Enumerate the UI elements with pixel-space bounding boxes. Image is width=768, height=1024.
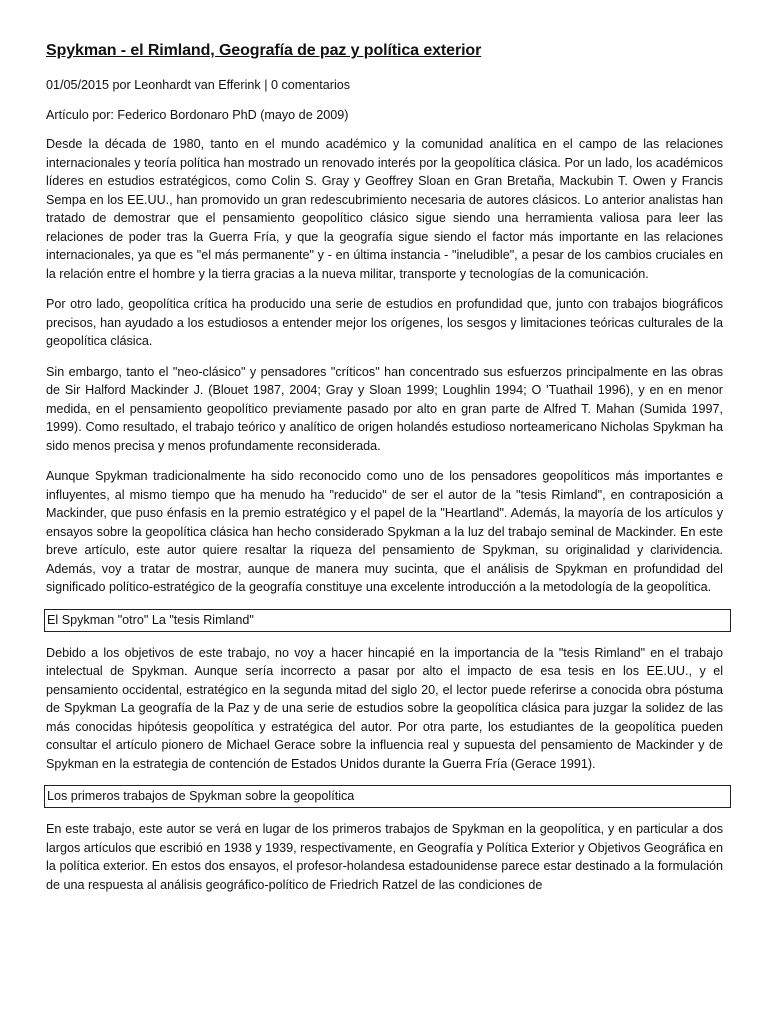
section-1-paragraph: Debido a los objetivos de este trabajo, no voy a hacer hincapié en la importancia de la "tesis Rimland" en el trabajo intelectual de Spykman. Aunque sería incorrecto a pasar por alto el impacto de esa tesis en los EE.UU., y el pensamiento occidental, estratégico en la segunda mitad del siglo 20, el lector puede referirse a conocida obra póstuma de Spykman La geografía de la Paz y de una serie de estudios sobre la geopolítica clásica para juzgar la solidez de las más conocidas hipótesis geopolítica y estratégica del autor. Por otra parte, los estudiantes de la geopolítica pueden consultar el artículo pionero de Michael Gerace sobre la influencia real y supuesta del pensamiento de Mackinder y de Spykman en la estrategia de contención de Estados Unidos durante la Guerra Fría (Gerace 1991).: [46, 645, 723, 771]
paragraph-2: Por otro lado, geopolítica crítica ha producido una serie de estudios en profundidad que, junto con trabajos biográficos precisos, han ayudado a los estudiosos a entender mejor los orígenes, los sesgos y limitaciones teóricas culturales de la geopolítica clásica.: [46, 297, 723, 348]
paragraph-4: Aunque Spykman tradicionalmente ha sido reconocido como uno de los pensadores geopolíticos más importantes e influyentes, al mismo tiempo que ha menudo ha "reducido" de ser el autor de la "tesis Rimland", en contraposición a Mackinder, que puso énfasis en la premio estratégico y el papel de la "Heartland". Además, la mayoría de los artículos y ensayos sobre la geopolítica clásica han hecho considerado Spykman a la luz del trabajo seminal de Mackinder. En este breve artículo, este autor quiere resaltar la riqueza del pensamiento de Spykman, su originalidad y clarividencia. Además, voy a tratar de mostrar, aunque de manera muy sucinta, que el análisis de Spykman en profundidad del significado político-estratégico de la geografía constituye una excelente introducción a la metodología de la geopolítica.: [46, 469, 723, 594]
document-page: [46, 40, 723, 906]
paragraph-1: Desde la década de 1980, tanto en el mundo académico y la comunidad analítica en el campo de las relaciones internacionales y teoría política han mostrado un renovado interés por la geopolítica clásica. Por un lado, los académicos líderes en estudios estratégicos, como Colin S. Gray y Geoffrey Sloan en Gran Bretaña, Mackubin T. Owen y Francis Sempa en los EE.UU., han promovido un gran redescubrimiento necesaria de autores clásicos. Lo anterior analistas han tratado de demostrar que el pensamiento geopolítico clásico sigue siendo una herramienta valiosa para leer las relaciones de poder tras la Guerra Fría, y que la geografía sigue siendo el factor más importante en las relaciones internacionales, ya que es "el más permanente" y - en última instancia - "ineludible", a pesar de los cambios cruciales en la relación entre el hombre y la tierra gracias a la nueva militar, transporte y tecnologías de la comunicación.: [46, 137, 723, 281]
section-2-paragraph: En este trabajo, este autor se verá en lugar de los primeros trabajos de Spykman en la geopolítica, y en particular a dos largos artículos que escribió en 1938 y 1939, respectivamente, en Geografía y Política Exterior y Objetivos Geográfica en la política exterior. En estos dos ensayos, el profesor-holandesa estadounidense parece estar destinado a la formulación de una respuesta al análisis geográfico-político de Friedrich Ratzel de las condiciones de: [46, 822, 723, 892]
section-heading-rimland: El Spykman "otro" La "tesis Rimland": [44, 609, 731, 632]
article-title: Spykman - el Rimland, Geografía de paz y política exterior: [46, 42, 482, 59]
section-heading-early-works: Los primeros trabajos de Spykman sobre la geopolítica: [44, 785, 731, 808]
article-author-line: Artículo por: Federico Bordonaro PhD (mayo de 2009): [46, 107, 349, 122]
paragraph-3: Sin embargo, tanto el "neo-clásico" y pensadores "críticos" han concentrado sus esfuerzos principalmente en las obras de Sir Halford Mackinder J. (Blouet 1987, 2004; Gray y Sloan 1999; Loughlin 1994; O 'Tuathail 1996), y en en menor medida, en el pensamiento geopolítico previamente pasado por alto en gran parte de Alfred T. Mahan (Sumida 1997, 1999). Como resultado, el trabajo teórico y analítico de origen holandés estudioso norteamericano Nicholas Spykman ha sido menos precisa y menos profundamente reconsiderada.: [46, 364, 723, 453]
article-meta: 01/05/2015 por Leonhardt van Efferink | 0 comentarios: [46, 78, 351, 92]
